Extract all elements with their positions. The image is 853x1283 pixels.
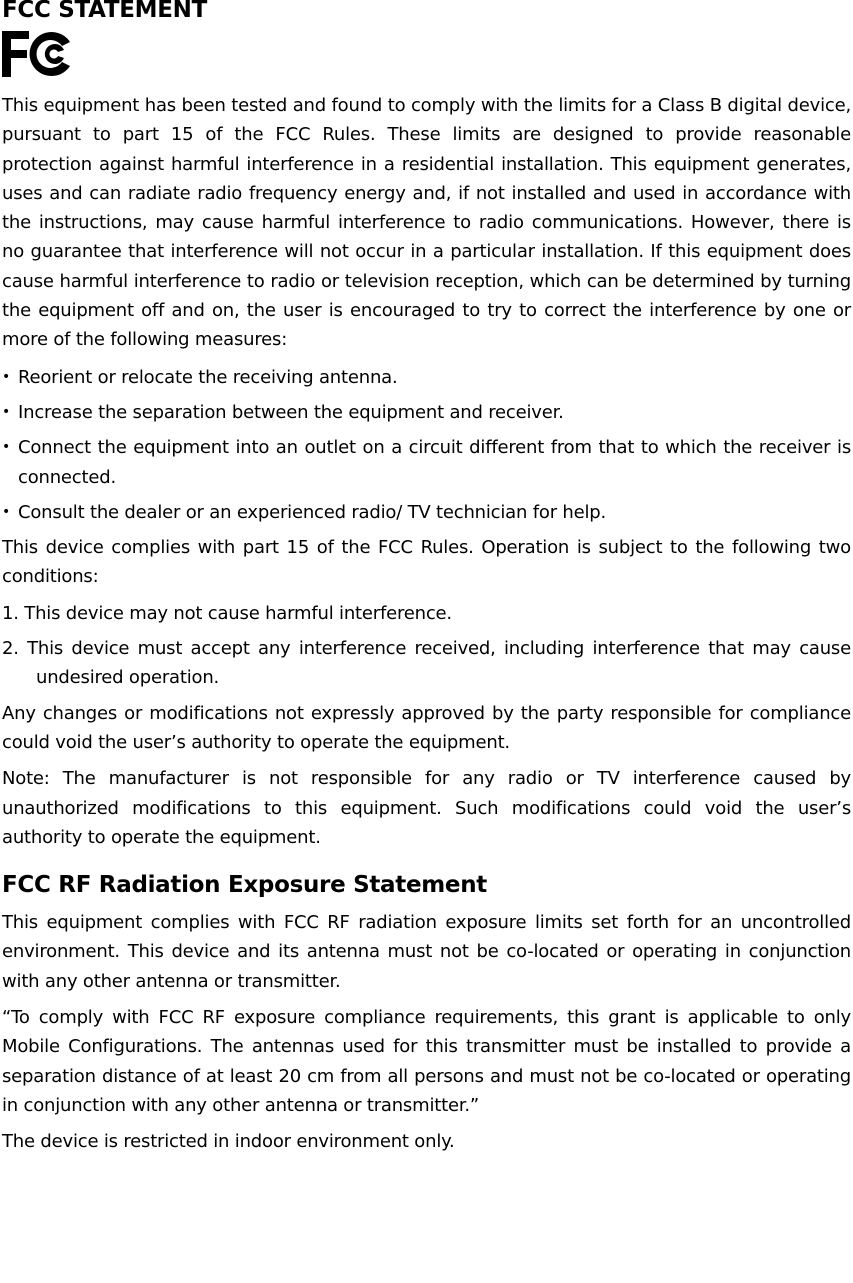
list-item: • Increase the separation between the equipment and receiver. (2, 398, 851, 427)
list-item: • Connect the equipment into an outlet on a circuit different from that to which the receiver is connected. (2, 433, 851, 492)
list-item: • Consult the dealer or an experienced radio/ TV technician for help. (2, 498, 851, 527)
list-item: 2. This device must accept any interference received, including interference that may cause undesired operation. (2, 638, 851, 689)
measures-list (2, 363, 851, 527)
rf-section-heading: FCC RF Radiation Exposure Statement (2, 872, 487, 899)
document-page (2, 0, 851, 1157)
conditions-list (2, 599, 851, 693)
rf-paragraph-3: The device is restricted in indoor environment only. (2, 1131, 455, 1153)
fcc-logo-icon (2, 29, 72, 79)
manufacturer-note-paragraph: Note: The manufacturer is not responsible for any radio or TV interference caused by unauthorized modifications to this equipment. Such modifications could void the user’s authority to operate the equipment. (2, 768, 851, 848)
rf-paragraph-2: “To comply with FCC RF exposure compliance requirements, this grant is applicable to only Mobile Configurations. The antennas used for this transmitter must be installed to provide a separation distance of at least 20 cm from all persons and must not be co-located or operating in conjunction with any other antenna or transmitter.” (2, 1007, 851, 1116)
list-item: • Reorient or relocate the receiving antenna. (2, 363, 851, 392)
changes-paragraph: Any changes or modifications not expressly approved by the party responsible for compliance could void the user’s authority to operate the equipment. (2, 702, 851, 753)
page-title: FCC STATEMENT (2, 0, 207, 23)
rf-paragraph-1: This equipment complies with FCC RF radiation exposure limits set forth for an uncontrolled environment. This device and its antenna must not be co-located or operating in conjunction with any other antenna or transmitter. (2, 912, 851, 992)
compliance-intro-paragraph: This device complies with part 15 of the FCC Rules. Operation is subject to the following two conditions: (2, 537, 851, 588)
intro-paragraph: This equipment has been tested and found to comply with the limits for a Class B digital device, pursuant to part 15 of the FCC Rules. These limits are designed to provide reasonable protection against harmful interference in a residential installation. This equipment generates, uses and can radiate radio frequency energy and, if not installed and used in accordance with the instructions, may cause harmful interference to radio communications. However, there is no guarantee that interference will not occur in a particular installation. If this equipment does cause harmful interference to radio or television reception, which can be determined by turning the equipment off and on, the user is encouraged to try to correct the interference by one or more of the following measures: (2, 95, 851, 351)
list-item: 1. This device may not cause harmful interference. (2, 602, 452, 624)
